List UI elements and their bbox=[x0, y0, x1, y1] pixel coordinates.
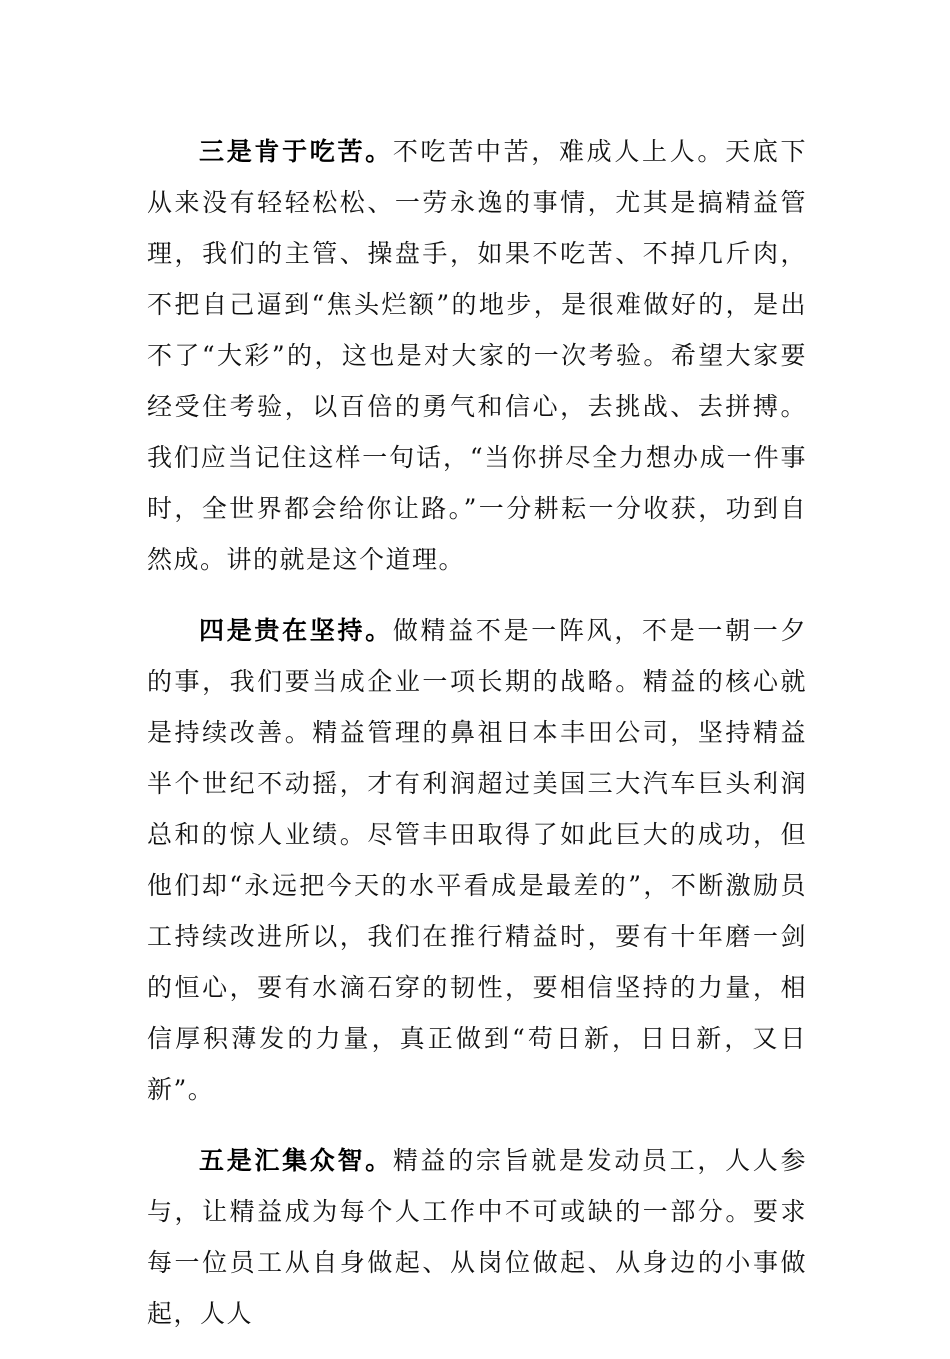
paragraph-text: 不吃苦中苦，难成人上人。天底下从来没有轻轻松松、一劳永逸的事情，尤其是搞精益管理，我们的主管、操盘手，如果不吃苦、不掉几斤肉，不把自己逼到“焦头烂额”的地步，是很难做好的，是出不了“大彩”的，这也是对大家的一次考验。希望大家要经受住考验，以百倍的勇气和信心，去挑战、去拼搏。我们应当记住这样一句话，“当你拼尽全力想办成一件事时，全世界都会给你让路。”一分耕耘一分收获，功到自然成。讲的就是这个道理。 bbox=[147, 137, 807, 574]
paragraph-persistence bbox=[147, 605, 807, 1115]
paragraph-heading: 五是汇集众智。 bbox=[199, 1146, 393, 1175]
paragraph-text: 做精益不是一阵风，不是一朝一夕的事，我们要当成企业一项长期的战略。精益的核心就是持续改善。精益管理的鼻祖日本丰田公司，坚持精益半个世纪不动摇，才有利润超过美国三大汽车巨头利润总和的惊人业绩。尽管丰田取得了如此巨大的成功，但他们却“永远把今天的水平看成是最差的”，不断激励员工持续改进所以，我们在推行精益时，要有十年磨一剑的恒心，要有水滴石穿的韧性，要相信坚持的力量，相信厚积薄发的力量，真正做到“苟日新，日日新，又日新”。 bbox=[147, 616, 807, 1104]
document-page bbox=[147, 126, 807, 1359]
paragraph-heading: 三是肯于吃苦。 bbox=[199, 137, 393, 166]
paragraph-collective-wisdom bbox=[147, 1135, 807, 1339]
paragraph-hard-work bbox=[147, 126, 807, 585]
paragraph-heading: 四是贵在坚持。 bbox=[199, 616, 393, 645]
paragraph-text: 精益的宗旨就是发动员工，人人参与，让精益成为每个人工作中不可或缺的一部分。要求每一位员工从自身做起、从岗位做起、从身边的小事做起，人人 bbox=[147, 1146, 807, 1328]
